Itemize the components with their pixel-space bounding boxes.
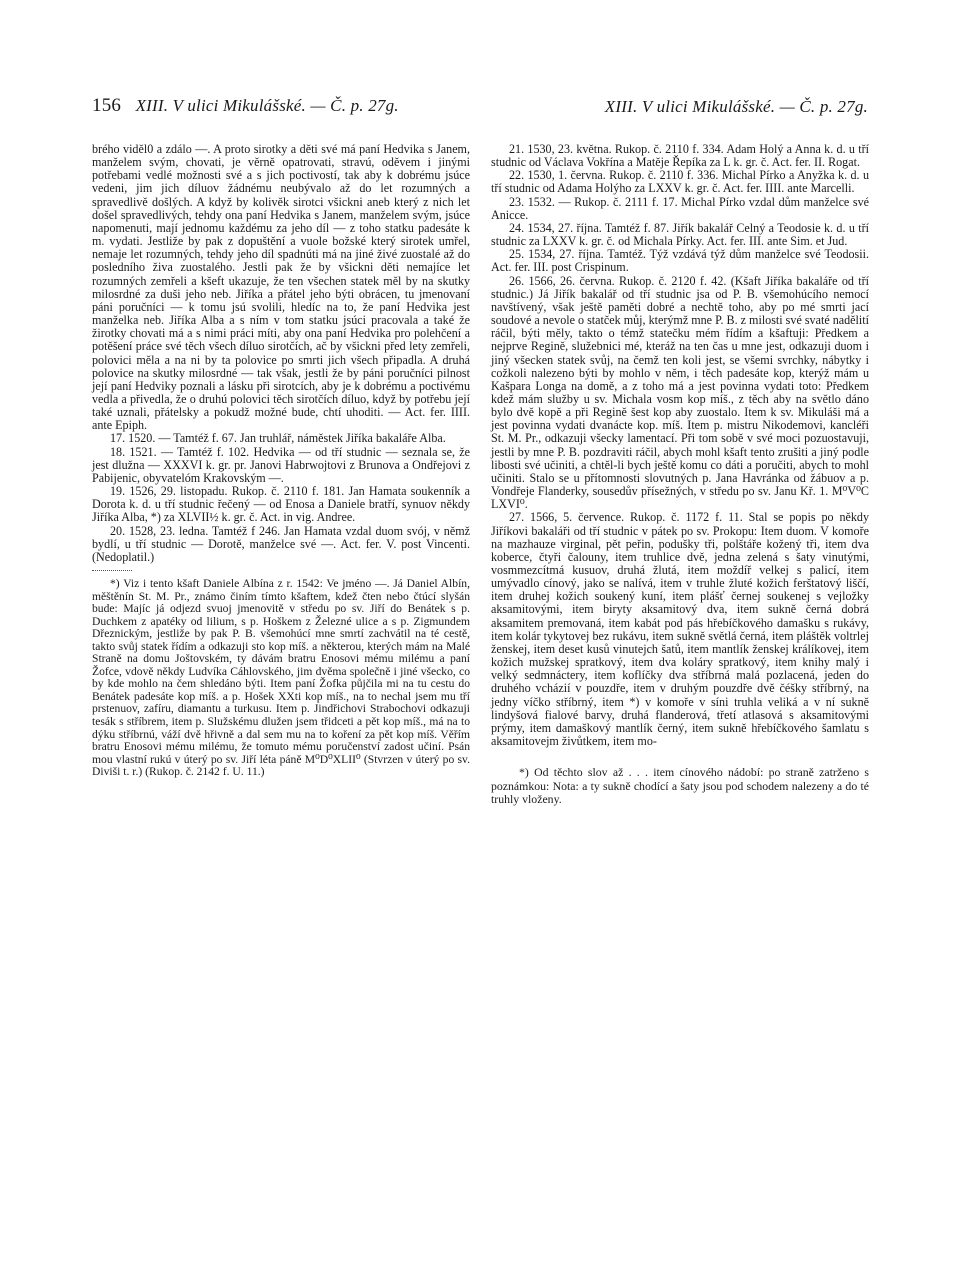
running-title-left: XIII. V ulici Mikulášské. — Č. p. 27g. bbox=[135, 96, 399, 115]
header-left bbox=[92, 95, 399, 117]
entry-20: 20. 1528, 23. ledna. Tamtéž f 246. Jan Hamata vzdal duom svój, v němž bydlí, u tří studnic — Dorotě, manželce své —. Act. fer. V. post Vincenti. (Nedoplatil.) bbox=[92, 523, 470, 564]
footnote-right bbox=[491, 766, 869, 806]
running-title-right: XIII. V ulici Mikulášské. — Č. p. 27g. bbox=[604, 97, 868, 116]
footnote-left bbox=[92, 578, 470, 779]
entry-19: 19. 1526, 29. listopadu. Rukop. č. 2110 f. 181. Jan Hamata soukenník a Dorota k. d. u tří studnic řečený — od Enosa a Daniele bratří, synuov někdy Jiříka Alba, *) za XLVII½ k. gr. č. Act. in vig. Andree. bbox=[92, 484, 470, 525]
entry-18: 18. 1521. — Tamtéž f. 102. Hedvika — od tří studnic — seznala se, že jest dlužna — XXXVI k. gr. pr. Janovi Habrwojtovi z Brunova a Ondřejovi z Pabijenic, obyvatelóm Krakovským —. bbox=[92, 444, 470, 485]
entry-23: 23. 1532. — Rukop. č. 2111 f. 17. Michal Pírko vzdal dům manželce své Anicce. bbox=[491, 194, 869, 222]
entry-21: 21. 1530, 23. května. Rukop. č. 2110 f. 334. Adam Holý a Anna k. d. u tří studnic od Václava Vokřína a Matěje Řepíka za L k. gr. č. Act. fer. II. Rogat. bbox=[491, 142, 869, 170]
page-number: 156 bbox=[92, 95, 122, 116]
entry-17: 17. 1520. — Tamtéž f. 67. Jan truhlář, náměstek Jiříka bakaláře Alba. bbox=[110, 431, 446, 446]
left-column bbox=[92, 143, 470, 779]
entry-25: 25. 1534, 27. října. Tamtéž. Týž vzdává týž dům manželce své Teodosii. Act. fer. III. post Crispinum. bbox=[491, 247, 869, 275]
footnote-divider bbox=[92, 570, 132, 572]
paragraph-continuation: brého viděl0 a zdálo —. A proto sirotky a děti své má paní Hedvika s Janem, manželem svým, chovati, je věrně opatrovati, stravú, oděvem i jinými potřebami vedlé možnosti své a s jich poctivostí, tak aby k dobrému jsúce vedeni, jim jich díluov žádnému neubývalo až do let rozumných a spravedlivě došlých. A když by kolivěk sirotci všickni aneb který z nich let došel spravedlivých, tehdy ona paní Hedvika s Janem, manželem svým, jsúce napomenuti, mají jednomu každému za jeho díl — z toho statku padesáte k m. vydati. Jestliže by pak z dopuštění a vuole božské který sirotek umřel, nemaje let rozumných, tehdy jeho díl spadnúti má na jiné živé zuostalé až do posledního živa zuostalého. Jestli pak že by všickni děti nemajíce let rozumných zemřeli a kšeft ukazuje, že ten všechen statek měl by na skutky milosrdné za duši jeho neb. Jiříka a přátel jeho býti obrácen, tu jmenovaní páni poručníci — k tomu jsú svolili, hledíc na to, že paní Hedvika jest manželka neb. Jiříka Alba a s ním v tom statku jsúci pracovala a také že žirotky chovati má a s nimi práci míti, aby ona paní Hedvika pro polehčení a potěšení práce své těch všech díluo sirotčích, ač by všickni před lety zemřeli, polovici měla a na ni by ta polovice po smrti jich všech připadla. A druhá polovice na skutky milosrdné — tak však, jestli že by páni poručníci pilnost její paní Hedviky poznali a lásku při sirotcích, aby je k dobrému a poctivému vedla a přivedla, že o druhú polovici těch sirotčích díluo, když by potřebu její také uznali, přátelsky a pokudž možné bude, chtí uhoditi. — Act. fer. IIII. ante Epiph. bbox=[92, 142, 470, 433]
entry-26: 26. 1566, 26. června. Rukop. č. 2120 f. 42. (Kšaft Jiříka bakaláře od tří studnic.) Já Jiřík bakalář od tří studnic jsa od P. B. všemohúcího nemocí navštívený, však ještě paměti dobré a nechtě toho, aby po mé smrti jací soudové a nevole o statček můj, kterýmž mne P. B. z milosti své svaté nadělití ráčil, býti měly, takto o témž statečku mém řídím a kšaftuji: Předkem a nejprve Regině, služebnici mé, kteráž na ten čas u mne jest, odkazuji duom i jiný všecken statek svůj, na čemž ten koli jest, se všemi svrchky, nábytky i cožkoli nalezeno býti by mohlo v něm, i těch padesáte kop, kterýž mám u Kašpara Longa na domě, a z toho má a jest povinna vydati toto: Předkem kdež mám služby u sv. Michala vosm kop míš., z těch aby na světlo dáno bylo dvě kopě a při Regině šest kop aby zuostalo. Item k sv. Mikuláši má a jest povinna vydati dvanácte kop. míš. Item p. mistru Nikodemovi, kancléři St. M. Pr., odkazuji všecky lamentací. Při tom sobě v své moci pozuostavuji, jestli by mne P. B. pozdraviti ráčil, abych mohl kšaft tento zrušiti a jiný podle libosti své učiniti, a chtěl-li bych ještě komu co dáti a poručiti, abych to mohl učiniti. Stalo se u přítomnosti slovutných p. Jana Havránka od žábuov a p. Vondřeje Flanderky, sousedův přísežných, v středu po sv. Janu Kř. 1. M⁰V⁰C LXVI⁰. bbox=[491, 273, 869, 512]
entry-22: 22. 1530, 1. června. Rukop. č. 2110 f. 336. Michal Pírko a Anyžka k. d. u tří studnic od Adama Holýho za LXXV k. gr. č. Act. fer. IIII. ante Marcelli. bbox=[491, 168, 869, 196]
entry-27: 27. 1566, 5. července. Rukop. č. 1172 f. 11. Stal se popis po někdy Jiříkovi bakaláři od tří studnic v pátek po sv. Prokopu: Item duom. V komoře na mazhauze virginal, pět peřin, podušky tři, polštáře kožený tři, item dva koberce, čtyři čalouny, item truhlice dvě, jedna zelená s šaty vinutými, vosmmezcítmá kusuov, druhá žlutá, item moždíř velkej s palicí, item umývadlo cínový, jako se nalívá, item v truhle žluté kožich ferštatový liščí, item druhej kožich soukený kuní, item plášť černej soukenej s vejložky aksamitovými, item biryty aksamitový dva, item sukně černá dobrá aksamitem premovaná, item kabát pod pás hřebíčkového damašku s rukávy, item kolár tykytovej bez rukávu, item sukně světlá černá, item pláštěk voltrlej ženskej, item deset kusů vinutejch šatů, item mantlík ženskej králíkovej, item kožich mužskej spratkový, item dva koláry spratkový, item knihy malý i velký sedmnáctery, item koflíčky dva stříbrná malá pozlacená, jeden do druhého vcházií v pouzdře, item v druhým pouzdře dvě čéšky stříbrný, na jedny víčko stříbrný, item *) v komoře v síni truhla veliká a v ní sukně lindyšová fialové barvy, druhá flanderová, třetí atlasová s aksamitovými prýmy, item damaškový mantlík černý, item sukně hřebíčkového šamlatu s aksamitovejm živůtkem, item mo- bbox=[491, 510, 869, 749]
entry-24: 24. 1534, 27. října. Tamtéž f. 87. Jiřík bakalář Celný a Teodosie k. d. u tří studnic za LXXV k. gr. č. od Michala Pírky. Act. fer. III. ante Sim. et Jud. bbox=[491, 220, 869, 249]
footnote-right-text: *) Od těchto slov až . . . item cínového nádobí: po straně zatrženo s poznámkou: Nota: a ty sukně chodící a šaty jsou pod schodem nalezeny a do té truhly vloženy. bbox=[491, 765, 869, 806]
running-header bbox=[92, 95, 868, 125]
right-column bbox=[491, 143, 869, 806]
footnote-left-text: *) Viz i tento kšaft Daniele Albína z r. 1542: Ve jméno —. Já Daniel Albín, měštěnín St. M. Pr., známo činím tímto kšaftem, kdež čten nebo čtúcí slyšán bude: Majíc já odjezd svuoj jmenovitě v středu po sv. Jiří do Benátek s p. Duchkem z apatéky od lilium, s p. Hoškem z Železné ulice a s p. Zigmundem Dřeznickým, jestliže by pak P. B. všemohúcí mne smrtí zachvátil na té cestě, takto svůj statek řídím a odkazuji sto kop míš. a některou, kterých mám na Malé Straně na domu Joštovském, ty dávám bratru Enosovi mému milému a paní Žofce, vdově někdy Ludvíka Cáhlovského, jim dvěma společně i jiné všecko, co by kde mohlo na čem shledáno býti. Item paní Žofka půjčila mi na tu cestu do Benátek padesáte kop míš. a p. Hošek XXti kop míš., na to nechal jsem mu tří prstenuov, zafíru, diamantu a turkusu. Item p. Jindřichovi Strabochovi odkazuji tesák s stříbrem, item p. Služskému dlužen jsem třidceti a pět kop míš., má na to dýku stříbrnú, váží dvě hřivně a dal sem mu na to koření za pět kop míš. Věřím bratru Enosovi mému milému, že tomuto mému poručenství zadost učiní. Psán mou vlastní rukú v úterý po sv. Jiří léta páně M⁰D⁰XLII⁰ (Stvrzen v úterý po sv. Diviši t. r.) (Rukop. č. 2142 f. U. 11.) bbox=[92, 577, 470, 779]
